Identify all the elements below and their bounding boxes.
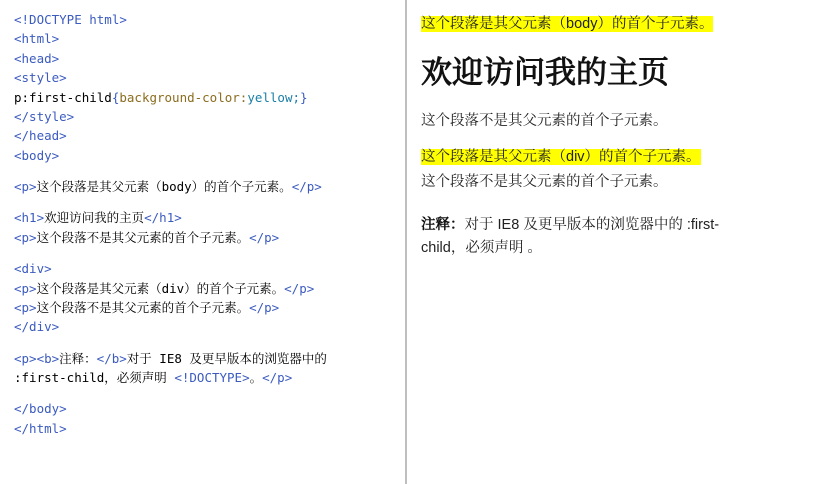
note-text: 对于 IE8 及更早版本的浏览器中的 :first-child，必须声明 。	[421, 217, 720, 256]
note-label: 注释：	[421, 217, 465, 234]
code-token-tag: <head>	[14, 50, 60, 66]
paragraph-body-first-child	[421, 14, 797, 36]
code-line	[14, 107, 397, 126]
code-token-txt: 这个段落不是其父元素的首个子元素。	[36, 299, 250, 315]
code-blank-line	[14, 165, 397, 177]
code-token-tag: <p>	[14, 280, 37, 296]
code-line	[14, 349, 397, 368]
code-token-tag: </head>	[14, 128, 67, 144]
code-token-brace: }	[300, 89, 308, 105]
code-line	[14, 368, 397, 387]
code-line	[14, 177, 397, 196]
code-line	[14, 10, 397, 29]
paragraph-not-first-child-1: 这个段落不是其父元素的首个子元素。	[421, 112, 668, 129]
code-token-val: yellow;	[247, 89, 300, 105]
code-token-txt: 注释：	[59, 350, 97, 366]
code-line	[14, 228, 397, 247]
code-line	[14, 317, 397, 336]
code-token-tag: <div>	[14, 261, 52, 277]
code-token-tag: <p>	[14, 299, 37, 315]
code-line	[14, 208, 397, 227]
code-token-txt: 这个段落是其父元素（div）的首个子元素。	[36, 280, 285, 296]
code-line	[14, 68, 397, 87]
code-token-txt: 欢迎访问我的主页	[44, 210, 145, 226]
code-token-txt: :first-child，必须声明	[14, 370, 175, 385]
code-token-txt: 对于 IE8 及更早版本的浏览器中的	[126, 350, 327, 366]
code-token-tag: </style>	[14, 108, 75, 124]
code-token-tag: </h1>	[144, 210, 182, 226]
code-token-tag: </b>	[96, 350, 127, 366]
code-token-tag: <!DOCTYPE>	[174, 370, 250, 385]
code-token-txt: 这个段落是其父元素（body）的首个子元素。	[36, 179, 292, 194]
code-line	[14, 88, 397, 107]
code-token-tag: </html>	[14, 420, 67, 436]
paragraph-not-first-child-2: 这个段落不是其父元素的首个子元素。	[421, 174, 668, 191]
code-line	[14, 49, 397, 68]
code-line	[14, 126, 397, 145]
code-blank-line	[14, 196, 397, 208]
code-line	[14, 298, 397, 317]
code-line	[14, 146, 397, 165]
code-token-txt: 。	[249, 370, 263, 385]
code-line	[14, 259, 397, 278]
code-token-brace: {	[111, 89, 120, 105]
code-blank-line	[14, 387, 397, 399]
code-token-txt: 这个段落不是其父元素的首个子元素。	[36, 229, 250, 245]
code-token-tag: </body>	[14, 401, 67, 417]
code-token-tag: <style>	[14, 70, 67, 86]
code-token-tag: <p>	[14, 179, 37, 194]
code-token-tag: <h1>	[14, 210, 45, 226]
code-line	[14, 419, 397, 438]
note-paragraph	[421, 214, 761, 259]
code-blank-line	[14, 337, 397, 349]
page-title: 欢迎访问我的主页	[421, 54, 669, 90]
code-token-prop: background-color:	[119, 89, 248, 105]
code-token-tag: <!DOCTYPE html>	[14, 12, 127, 27]
code-token-sel: p:first-child	[14, 89, 112, 105]
source-code-pane	[0, 0, 407, 484]
code-line	[14, 29, 397, 48]
code-line	[14, 279, 397, 298]
code-token-tag: <p>	[14, 229, 37, 245]
code-token-tag: </p>	[249, 229, 280, 245]
code-token-tag: </p>	[262, 370, 293, 385]
code-token-tag: <html>	[14, 31, 60, 47]
code-token-tag: <body>	[14, 147, 60, 163]
code-token-tag: </p>	[291, 179, 322, 194]
code-token-tag: </p>	[249, 299, 280, 315]
code-line	[14, 399, 397, 418]
code-token-tag: <p><b>	[14, 350, 60, 366]
code-blank-line	[14, 247, 397, 259]
code-block	[14, 10, 397, 438]
highlighted-text: 这个段落是其父元素（div）的首个子元素。	[421, 148, 701, 165]
highlighted-text: 这个段落是其父元素（body）的首个子元素。	[421, 16, 714, 32]
code-token-tag: </p>	[284, 280, 315, 296]
paragraph-div-first-child	[421, 147, 797, 169]
code-token-tag: </div>	[14, 319, 60, 335]
rendered-output-pane	[407, 0, 813, 484]
